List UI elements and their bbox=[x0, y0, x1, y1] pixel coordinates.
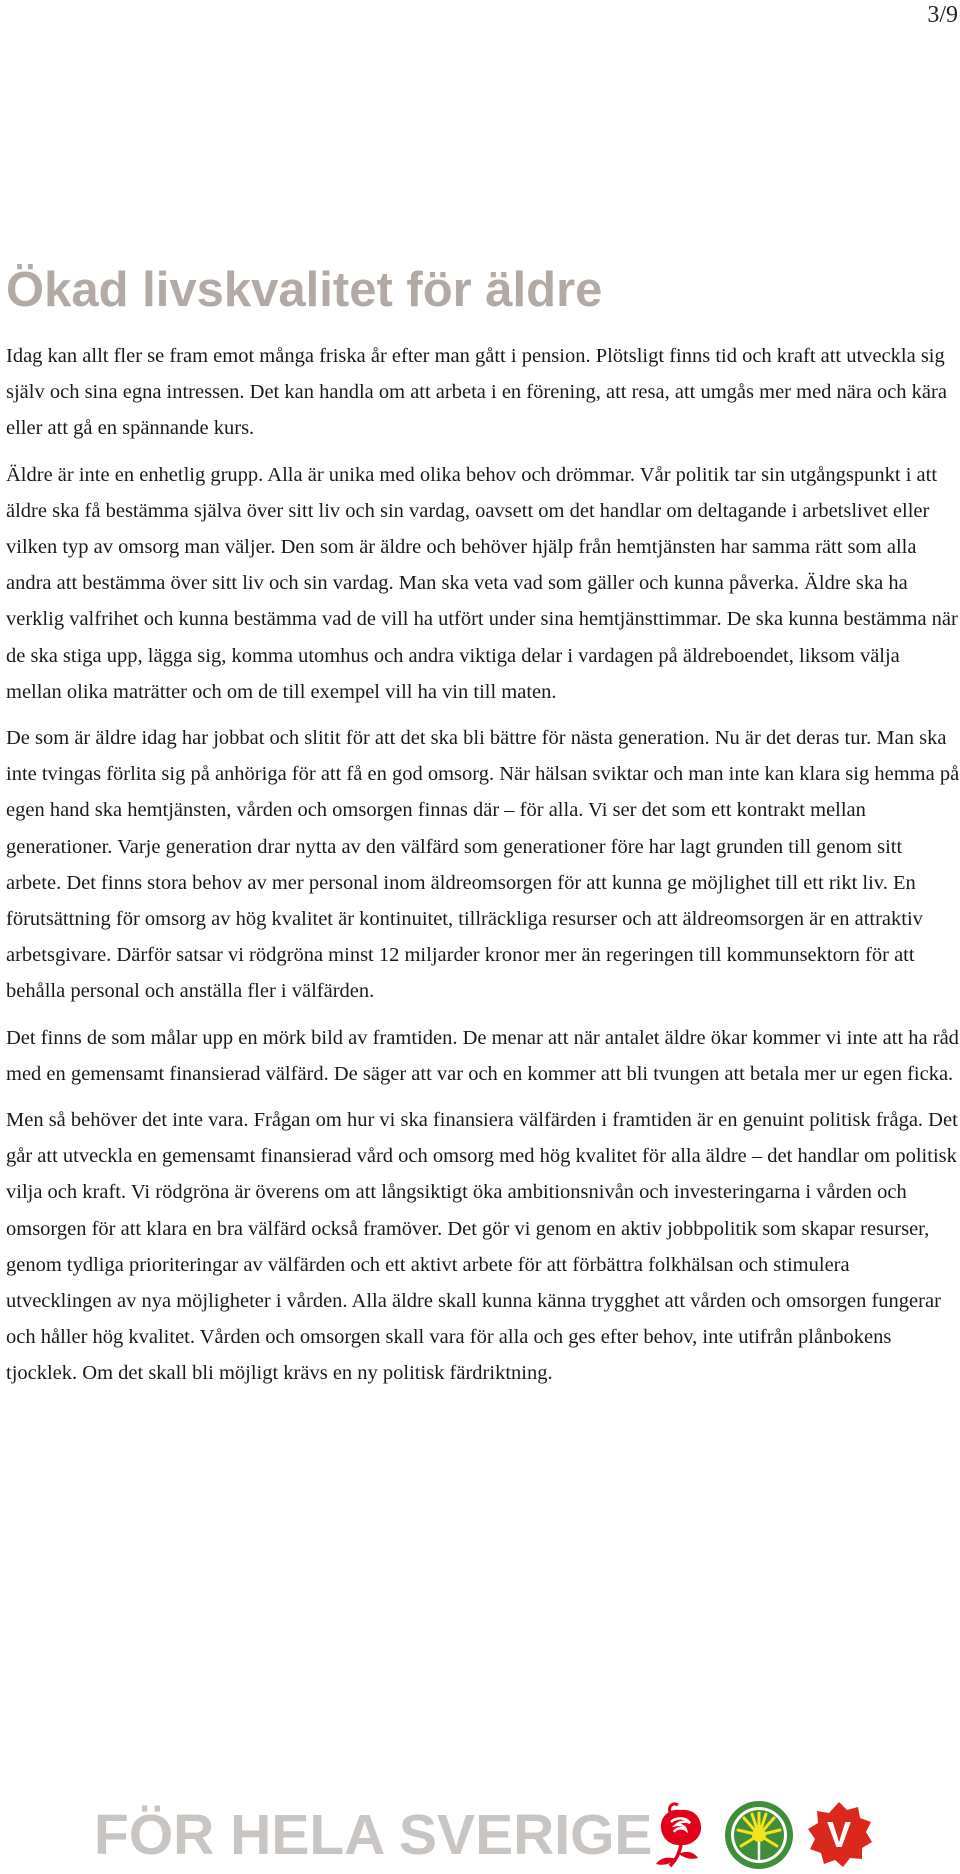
svg-text:V: V bbox=[826, 1814, 852, 1855]
paragraph-2: Äldre är inte en enhetlig grupp. Alla är unika med olika behov och drömmar. Vår politik tar sin utgångspunkt i att äldre ska få bestämma själva över sitt liv och sin vardag, oavsett om det handlar om deltagande i arbetslivet eller vilken typ av omsorg man väljer. Den som är äldre och behöver hjälp från hemtjänsten har samma rätt som alla andra att bestämma över sitt liv och sin vardag. Man ska veta vad som gäller och kunna påverka. Äldre ska ha verklig valfrihet och kunna bestämma vad de vill ha utfört under sina hemtjänsttimmar. De ska kunna bestämma när de ska stiga upp, lägga sig, komma utomhus och andra viktiga delar i vardagen på äldreboendet, liksom välja mellan olika maträtter och om de till exempel vill ha vin till maten. bbox=[6, 463, 958, 703]
dandelion-logo-icon bbox=[722, 1798, 796, 1872]
rose-logo-icon bbox=[646, 1798, 716, 1870]
v-logo-icon bbox=[802, 1798, 876, 1872]
footer-slogan: FÖR HELA SVERIGE bbox=[94, 1803, 653, 1867]
paragraph-4: Det finns de som målar upp en mörk bild av framtiden. De menar att när antalet äldre ökar kommer vi inte att ha råd med en gemensamt finansierad välfärd. De säger att var och en kommer att bli tvungen att betala mer ur egen ficka. bbox=[6, 1026, 959, 1085]
footer bbox=[0, 1798, 960, 1874]
page-title: Ökad livskvalitet för äldre bbox=[6, 263, 603, 317]
page-number: 3/9 bbox=[927, 2, 958, 28]
paragraph-5: Men så behöver det inte vara. Frågan om hur vi ska finansiera välfärden i framtiden är en genuint politisk fråga. Det går att utveckla en gemensamt finansierad vård och omsorg med hög kvalitet för alla äldre – det handlar om politisk vilja och kraft. Vi rödgröna är överens om att långsiktigt öka ambitionsnivån och investeringarna i vården och omsorgen för att klara en bra välfärd också framöver. Det gör vi genom en aktiv jobbpolitik som skapar resurser, genom tydliga prioriteringar av välfärden och ett aktivt arbete för att förbättra folkhälsan och stimulera utvecklingen av nya möjligheter i vården. Alla äldre skall kunna känna trygghet att vården och omsorgen fungerar och håller hög kvalitet. Vården och omsorgen skall vara för alla och ges efter behov, inte utifrån plånbokens tjocklek. Om det skall bli möjligt krävs en ny politisk färdriktning. bbox=[6, 1109, 958, 1385]
paragraph-1: Idag kan allt fler se fram emot många friska år efter man gått i pension. Plötsligt finns tid och kraft att utveckla sig själv och sina egna intressen. Det kan handla om att arbeta i en förening, att resa, att umgås mer med nära och kära eller att gå en spännande kurs. bbox=[6, 345, 947, 440]
paragraph-3: De som är äldre idag har jobbat och slitit för att det ska bli bättre för nästa generation. Nu är det deras tur. Man ska inte tvingas förlita sig på anhöriga för att få en god omsorg. När hälsan sviktar och man inte kan klara sig hemma på egen hand ska hemtjänsten, vården och omsorgen finnas där – för alla. Vi ser det som ett kontrakt mellan generationer. Varje generation drar nytta av den välfärd som generationer före har lagt grunden till genom sitt arbete. Det finns stora behov av mer personal inom äldreomsorgen för att kunna ge möjlighet till ett rikt liv. En förutsättning för omsorg av hög kvalitet är kontinuitet, tillräckliga resurser och att äldreomsorgen är en attraktiv arbetsgivare. Därför satsar vi rödgröna minst 12 miljarder kronor mer än regeringen till kommunsektorn för att behålla personal och anställa fler i välfärden. bbox=[6, 727, 960, 1003]
body-text bbox=[6, 338, 960, 1402]
